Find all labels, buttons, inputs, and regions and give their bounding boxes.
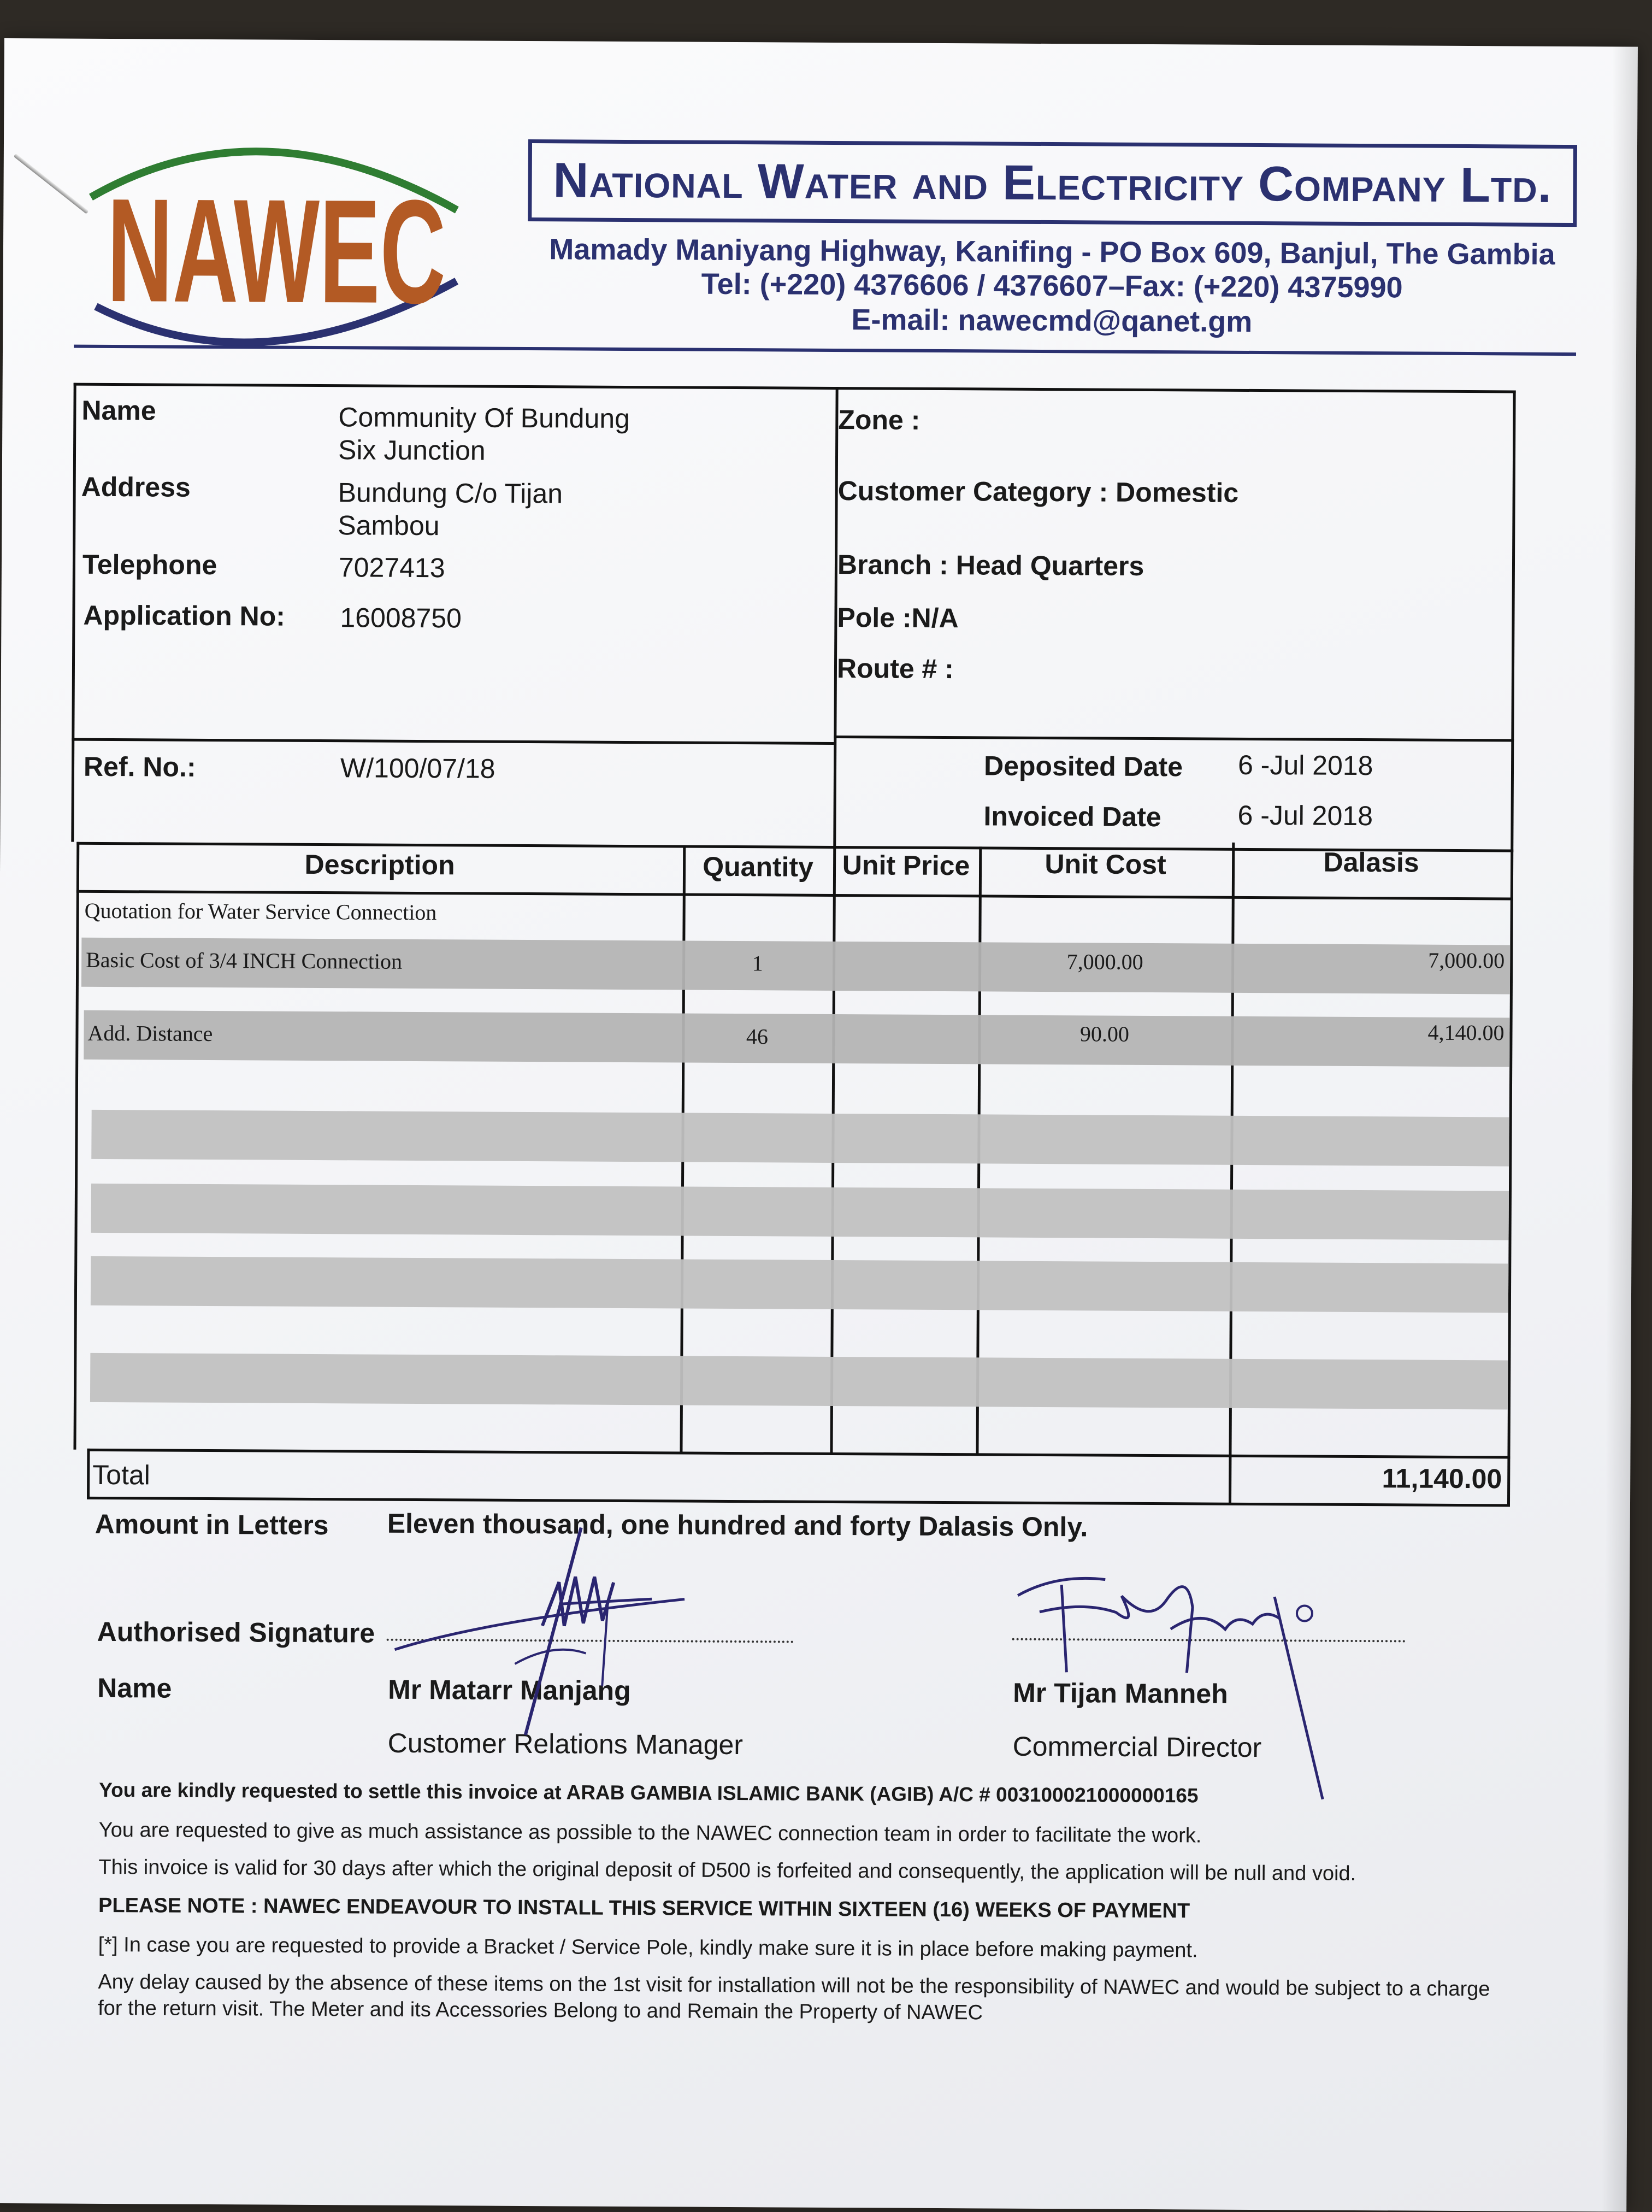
amount-in-letters-label: Amount in Letters [95, 1508, 329, 1541]
note-bracket: [*] In case you are requested to provide a Bracket / Service Pole, kindly make sure it is in place before making payment. [98, 1933, 1198, 1962]
row2-unit-cost: 90.00 [1079, 1021, 1130, 1046]
deposited-date-label: Deposited Date [983, 750, 1183, 783]
company-address: Mamady Maniyang Highway, Kanifing - PO Box 609, Banjul, The Gambia [549, 233, 1555, 271]
row1-dalasis: 7,000.00 [1428, 948, 1505, 973]
invoice-sheet [0, 38, 1638, 2212]
invoiced-date-value: 6 -Jul 2018 [1237, 799, 1373, 832]
col-header-dalasis: Dalasis [1323, 846, 1419, 878]
application-value: 16008750 [340, 602, 462, 634]
name-label: Name [81, 395, 156, 426]
amount-in-letters-value: Eleven thousand, one hundred and forty Dalasis Only. [387, 1508, 1088, 1543]
frame-left-line [71, 383, 76, 842]
col-header-unit-cost: Unit Cost [1045, 848, 1166, 880]
table-band-5 [91, 1256, 1508, 1313]
row1-unit-cost: 7,000.00 [1066, 949, 1143, 974]
ref-label: Ref. No.: [83, 751, 196, 783]
signer2-name: Mr Tijan Manneh [1013, 1677, 1228, 1709]
note-bank: You are kindly requested to settle this invoice at ARAB GAMBIA ISLAMIC BANK (AGIB) A/C # 003100021000000165 [99, 1778, 1199, 1807]
authorised-signature-label: Authorised Signature [97, 1616, 375, 1649]
deposited-date-value: 6 -Jul 2018 [1237, 749, 1373, 781]
row2-quantity: 46 [746, 1024, 769, 1049]
signer-name-label: Name [97, 1672, 172, 1704]
note-delay: Any delay caused by the absence of these items on the 1st visit for installation will not be the responsibility of NAWEC and would be subject to a charge for the return visit. The Meter and its Accessories Belong to and Remain the Property of NAWEC [98, 1970, 1490, 2024]
signer1-name: Mr Matarr Manjang [388, 1674, 631, 1707]
telephone-label: Telephone [82, 549, 217, 581]
signature-manneh [1006, 1563, 1356, 1816]
table-band-4 [91, 1184, 1509, 1240]
total-bottom-line [87, 1497, 1510, 1507]
pole-field: Pole :N/A [837, 602, 959, 634]
company-name-box [528, 139, 1577, 227]
col-header-unit-price: Unit Price [842, 850, 970, 881]
paper-edge-shadow [1601, 46, 1638, 2211]
nawec-logo [79, 115, 657, 374]
total-label: Total [92, 1459, 151, 1491]
address-value-line2: Sambou [338, 510, 440, 542]
ref-value: W/100/07/18 [340, 752, 495, 784]
application-label: Application No: [83, 599, 286, 632]
table-band-6 [90, 1353, 1508, 1410]
frame-top-line [74, 383, 1516, 393]
row1-quantity: 1 [752, 951, 763, 976]
route-field: Route # : [836, 652, 954, 685]
table-left-line [73, 842, 79, 1450]
customer-bottom-line [72, 738, 834, 745]
table-band-3 [91, 1110, 1509, 1167]
branch-field: Branch : Head Quarters [837, 549, 1144, 581]
company-tel-fax: Tel: (+220) 4376606 / 4376607–Fax: (+220) 4375990 [701, 267, 1403, 304]
zone-field: Zone : [838, 404, 921, 436]
address-value-line1: Bundung C/o Tijan [338, 477, 563, 509]
table-right-line [1507, 838, 1513, 1505]
signer2-title: Commercial Director [1012, 1731, 1262, 1763]
account-bottom-line [834, 736, 1514, 742]
col-header-description: Description [304, 849, 455, 881]
note-please-note: PLEASE NOTE : NAWEC ENDEAVOUR TO INSTALL THIS SERVICE WITHIN SIXTEEN (16) WEEKS OF PAYMENT [98, 1893, 1190, 1923]
logo-text: NAWEC [107, 168, 657, 336]
company-name: National Water and Electricity Company Ltd. [553, 152, 1553, 213]
name-value-line1: Community Of Bundung [338, 402, 630, 434]
customer-category: Customer Category : Domestic [837, 475, 1239, 508]
frame-right-line [1511, 390, 1515, 838]
row1-description: Basic Cost of 3/4 INCH Connection [86, 947, 403, 974]
table-body-bottom-line [87, 1449, 1510, 1459]
col-header-quantity: Quantity [703, 851, 814, 883]
telephone-value: 7027413 [338, 552, 445, 584]
note-validity: This invoice is valid for 30 days after which the original deposit of D500 is forfeited and consequently, the application will be null and void. [98, 1855, 1356, 1886]
staple-pin [14, 154, 89, 214]
company-email: E-mail: nawecmd@qanet.gm [851, 303, 1253, 338]
total-left-line [87, 1449, 90, 1499]
row2-dalasis: 4,140.00 [1427, 1020, 1504, 1045]
address-label: Address [81, 471, 191, 503]
row2-description: Add. Distance [87, 1020, 213, 1046]
quotation-title: Quotation for Water Service Connection [84, 898, 437, 925]
signature-manjang [378, 1516, 707, 1747]
name-value-line2: Six Junction [338, 434, 486, 466]
signer1-title: Customer Relations Manager [387, 1727, 744, 1761]
invoiced-date-label: Invoiced Date [983, 801, 1161, 833]
total-value: 11,140.00 [1382, 1463, 1502, 1495]
note-assistance: You are requested to give as much assistance as possible to the NAWEC connection team in order to facilitate the work. [98, 1818, 1202, 1848]
